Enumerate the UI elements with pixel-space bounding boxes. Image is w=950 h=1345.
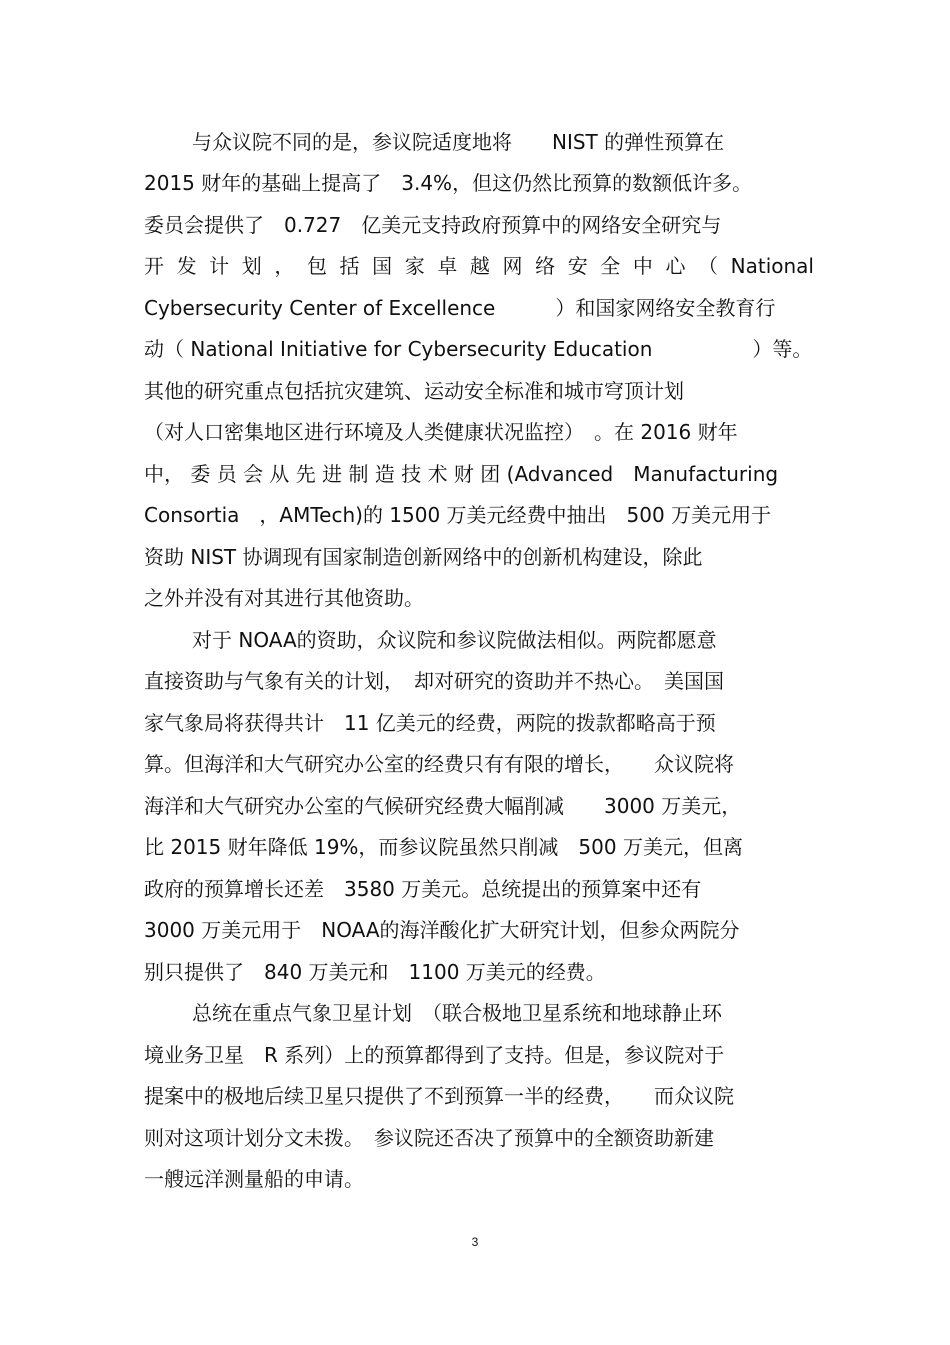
paragraph-1-line-12: 之外并没有对其进行其他资助。 [144, 586, 424, 610]
paragraph-1-line-5: Cybersecurity Center of Excellence ）和国家网络安全教育行 [144, 296, 776, 320]
paragraph-3-line-5: 一艘远洋测量船的申请。 [144, 1167, 364, 1191]
paragraph-3-line-3: 提案中的极地后续卫星只提供了不到预算一半的经费， 而众议院 [144, 1084, 734, 1108]
paragraph-1-line-3: 委员会提供了 0.727 亿美元支持政府预算中的网络安全研究与 [144, 213, 722, 237]
paragraph-2-line-8: 3000 万美元用于 NOAA的海洋酸化扩大研究计划，但参众两院分 [144, 918, 740, 942]
paragraph-2-line-2: 直接资助与气象有关的计划， 却对研究的资助并不热心。 美国国 [144, 669, 724, 693]
paragraph-3-line-4: 则对这项计划分文未拨。 参议院还否决了预算中的全额资助新建 [144, 1126, 714, 1150]
paragraph-1-line-7: 其他的研究重点包括抗灾建筑、运动安全标准和城市穹顶计划 [144, 379, 684, 403]
paragraph-1-line-9: 中， 委 员 会 从 先 进 制 造 技 术 财 团 (Advanced Manufacturing [144, 462, 779, 486]
page-number: 3 [471, 1235, 479, 1249]
paragraph-2-line-1: 对于 NOAA的资助，众议院和参议院做法相似。两院都愿意 [192, 628, 717, 652]
paragraph-1-line-2: 2015 财年的基础上提高了 3.4%，但这仍然比预算的数额低许多。 [144, 171, 753, 195]
paragraph-1-line-11: 资助 NIST 协调现有国家制造创新网络中的创新机构建设，除此 [144, 545, 703, 569]
paragraph-1-line-4: 开 发 计 划 ， 包 括 国 家 卓 越 网 络 安 全 中 心 （ National [144, 254, 814, 278]
paragraph-1-line-8: （对人口密集地区进行环境及人类健康状况监控） 。在 2016 财年 [144, 420, 738, 444]
paragraph-2-line-5: 海洋和大气研究办公室的气候研究经费大幅削减 3000 万美元， [144, 794, 742, 818]
paragraph-2-line-4: 算。但海洋和大气研究办公室的经费只有有限的增长， 众议院将 [144, 752, 734, 776]
paragraph-3-line-1: 总统在重点气象卫星计划 （联合极地卫星系统和地球静止环 [192, 1001, 722, 1025]
paragraph-2-line-3: 家气象局将获得共计 11 亿美元的经费，两院的拨款都略高于预 [144, 711, 716, 735]
paragraph-1-line-6: 动（ National Initiative for Cybersecurity Education ）等。 [144, 337, 813, 361]
paragraph-3-line-2: 境业务卫星 R 系列）上的预算都得到了支持。但是，参议院对于 [144, 1043, 725, 1067]
paragraph-2-line-6: 比 2015 财年降低 19%，而参议院虽然只削减 500 万美元，但离 [144, 835, 743, 859]
paragraph-2-line-9: 别只提供了 840 万美元和 1100 万美元的经费。 [144, 960, 606, 984]
paragraph-2-line-7: 政府的预算增长还差 3580 万美元。总统提出的预算案中还有 [144, 877, 702, 901]
paragraph-1-line-1: 与众议院不同的是，参议院适度地将 NIST 的弹性预算在 [192, 130, 725, 154]
paragraph-1-line-10: Consortia ，AMTech)的 1500 万美元经费中抽出 500 万美元用于 [144, 503, 772, 527]
